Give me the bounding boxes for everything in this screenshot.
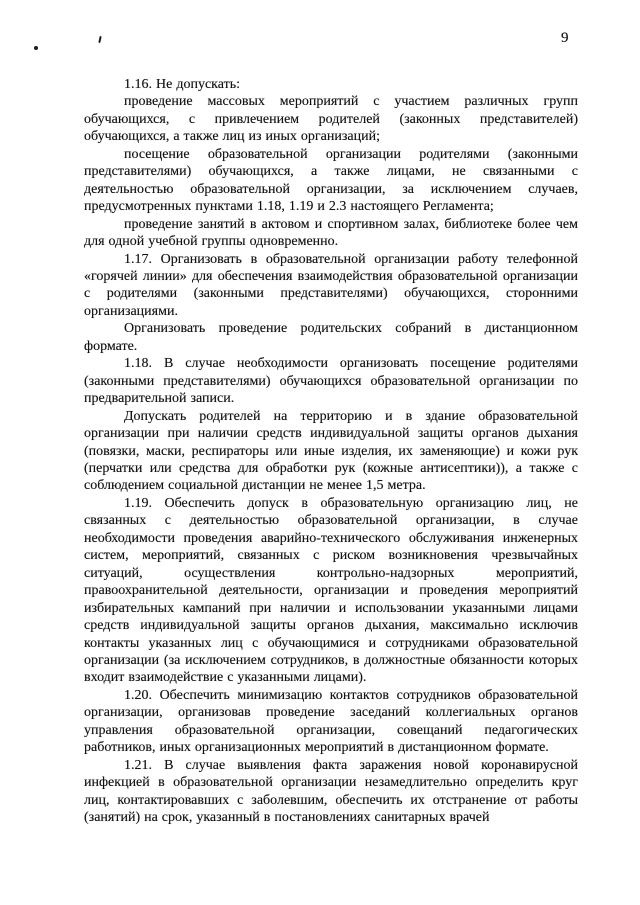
paragraph: 1.20. Обеспечить минимизацию контактов сотрудников образовательной организации, организовав проведение заседаний коллегиальных органов управления образовательной организации, совещаний педагогических работников, иных организационных мероприятий в дистанционном формате. bbox=[84, 687, 578, 756]
scan-artifact-dot bbox=[34, 46, 38, 50]
paragraph: Организовать проведение родительских собраний в дистанционном формате. bbox=[84, 321, 578, 354]
paragraph: 1.19. Обеспечить допуск в образовательную организацию лиц, не связанных с деятельностью образовательной организации, в случае необходимости проведения аварийно-технического обслуживания инженерных систем, мероприятий, связанных с риском возникновения чрезвычайных ситуаций, осуществления контрольно-надзорных мероприятий, правоохранительной деятельности, организации и проведения мероприятий избирательных кампаний при наличии и использовании указанными лицами средств индивидуальной защиты органов дыхания, максимально исключив контакты указанных лиц с обучающимися и сотрудниками образовательной организации (за исключением сотрудников, в должностные обязанности которых входит взаимодействие с указанными лицами). bbox=[84, 495, 578, 686]
paragraph: 1.21. В случае выявления факта заражения новой коронавирусной инфекцией в образовательной организации незамедлительно определить круг лиц, контактировавших с заболевшим, обеспечить их отстранение от работы (занятий) на срок, указанный в постановлениях санитарных врачей bbox=[84, 757, 578, 826]
paragraph: 1.17. Организовать в образовательной организации работу телефонной «горячей линии» для обеспечения взаимодействия образовательной организации с родителями (законными представителями) обучающихся, сторонними организациями. bbox=[84, 251, 578, 319]
paragraph: проведение занятий в актовом и спортивном залах, библиотеке более чем для одной учебной группы одновременно. bbox=[84, 216, 578, 250]
document-body bbox=[84, 76, 578, 826]
paragraph: 1.16. Не допускать: bbox=[124, 77, 240, 92]
paragraph: 1.18. В случае необходимости организовать посещение родителями (законными представителями) обучающихся образовательной организации по предварительной записи. bbox=[84, 356, 578, 407]
scan-artifact-tick bbox=[98, 36, 101, 43]
page-number: 9 bbox=[561, 30, 569, 46]
paragraph: Допускать родителей на территорию и в здание образовательной организации при наличии средств индивидуальной защиты органов дыхания (повязки, маски, респираторы или иные изделия, их заменяющие) и кожи рук (перчатки или средства для обработки рук (кожные антисептики)), а также с соблюдением социальной дистанции не менее 1,5 метра. bbox=[84, 408, 578, 494]
paragraph: проведение массовых мероприятий с участием различных групп обучающихся, с привлечением родителей (законных представителей) обучающихся, а также лиц из иных организаций; bbox=[84, 94, 578, 145]
paragraph: посещение образовательной организации родителями (законными представителями) обучающихся, а также лицами, не связанными с деятельностью образовательной организации, за исключением случаев, предусмотренных пунктами 1.18, 1.19 и 2.3 настоящего Регламента; bbox=[84, 146, 578, 215]
